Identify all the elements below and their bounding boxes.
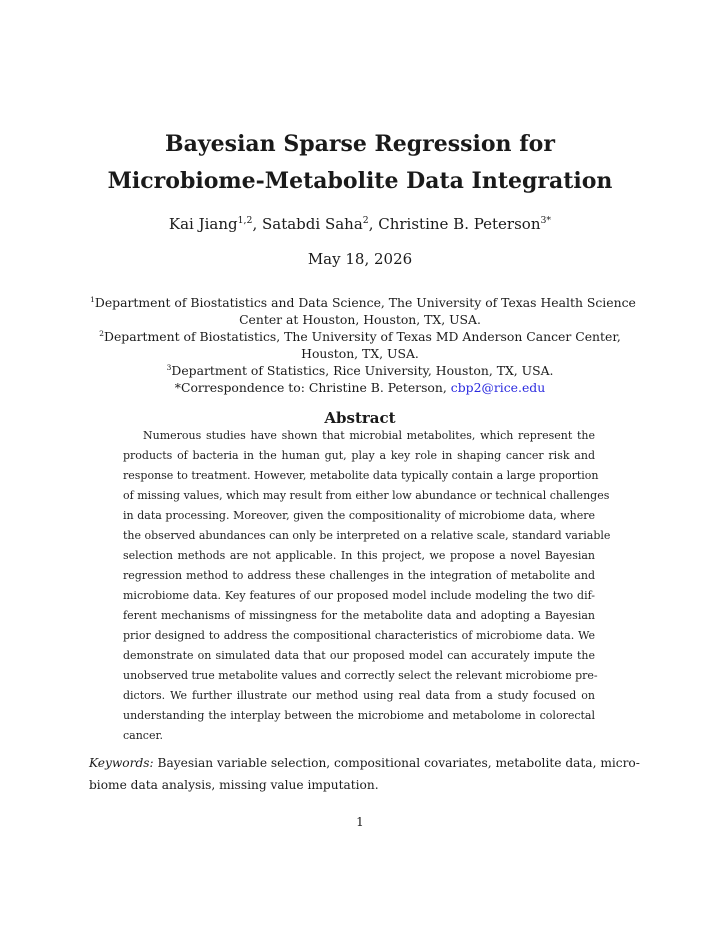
abstract-line: microbiome data. Key features of our proposed model include modeling the two dif- <box>123 589 595 602</box>
author-affiliation-mark: 3* <box>540 215 552 226</box>
keywords-line-2: biome data analysis, missing value imputation. <box>89 778 379 792</box>
affiliation-3-line-1 <box>90 362 630 379</box>
affiliation-1-line-2: Center at Houston, Houston, TX, USA. <box>239 312 481 327</box>
author-list <box>0 213 720 235</box>
paper-date: May 18, 2026 <box>307 250 413 268</box>
keywords-section <box>89 752 640 796</box>
abstract-line: of missing values, which may result from either low abundance or technical challenges <box>123 489 610 502</box>
abstract-line: Numerous studies have shown that microbial metabolites, which represent the <box>143 429 595 442</box>
affiliation-2-line-1 <box>90 328 630 345</box>
affiliation-text: Department of Statistics, Rice University, Houston, TX, USA. <box>171 363 554 378</box>
author-name: Kai Jiang <box>168 215 238 233</box>
abstract-line: demonstrate on simulated data that our proposed model can accurately impute the <box>123 649 595 662</box>
abstract-line: cancer. <box>123 729 164 742</box>
paper-title-line-2: Microbiome-Metabolite Data Integration <box>107 168 613 194</box>
abstract-line: understanding the interplay between the microbiome and metabolome in colorectal <box>123 709 595 722</box>
affiliation-mark: 1 <box>90 294 95 304</box>
affiliation-text: Department of Biostatistics and Data Science, The University of Texas Health Science <box>94 295 636 310</box>
affiliation-mark: 3 <box>166 362 172 372</box>
abstract-body <box>123 426 611 746</box>
affiliation-2-line-2: Houston, TX, USA. <box>301 346 419 361</box>
author-name: Christine B. Peterson <box>378 215 541 233</box>
author-name: Satabdi Saha <box>261 215 363 233</box>
abstract-line: the observed abundances can only be interpreted on a relative scale, standard variable <box>123 529 611 542</box>
paper-title-line-1: Bayesian Sparse Regression for <box>165 131 555 157</box>
abstract-line: products of bacteria in the human gut, play a key role in shaping cancer risk and <box>123 449 595 462</box>
abstract-line: dictors. We further illustrate our method using real data from a study focused on <box>123 689 595 702</box>
abstract-line: response to treatment. However, metabolite data typically contain a large proportion <box>123 469 599 482</box>
email-link[interactable]: cbp2@rice.edu <box>450 380 546 395</box>
abstract-line: in data processing. Moreover, given the compositionality of microbiome data, where <box>123 509 595 522</box>
correspondence-line <box>90 379 630 396</box>
page-number: 1 <box>356 815 364 829</box>
abstract-line: regression method to address these challenges in the integration of metabolite and <box>123 569 595 582</box>
keywords-label: Keywords: <box>89 756 154 770</box>
abstract-line: selection methods are not applicable. In this project, we propose a novel Bayesian <box>123 549 595 562</box>
affiliation-text: Department of Biostatistics, The University of Texas MD Anderson Cancer Center, <box>104 329 621 344</box>
keywords-text: Bayesian variable selection, compositional covariates, metabolite data, micro- <box>153 756 640 770</box>
author-separator: , <box>368 215 379 233</box>
abstract-line: prior designed to address the compositional characteristics of microbiome data. We <box>123 629 595 642</box>
affiliation-1-line-1 <box>90 294 636 311</box>
keywords-line-1 <box>89 752 640 774</box>
abstract-heading: Abstract <box>324 409 396 427</box>
affiliation-mark: 2 <box>99 328 105 338</box>
correspondence-text: *Correspondence to: Christine B. Peterson, <box>174 380 451 395</box>
abstract-line: unobserved true metabolite values and correctly select the relevant microbiome pre- <box>123 669 598 682</box>
author-separator: , <box>252 215 262 233</box>
author-affiliation-mark: 1,2 <box>237 215 253 226</box>
abstract-line: ferent mechanisms of missingness for the metabolite data and adopting a Bayesian <box>123 609 595 622</box>
affiliations <box>90 294 636 396</box>
author-affiliation-mark: 2 <box>362 215 369 226</box>
